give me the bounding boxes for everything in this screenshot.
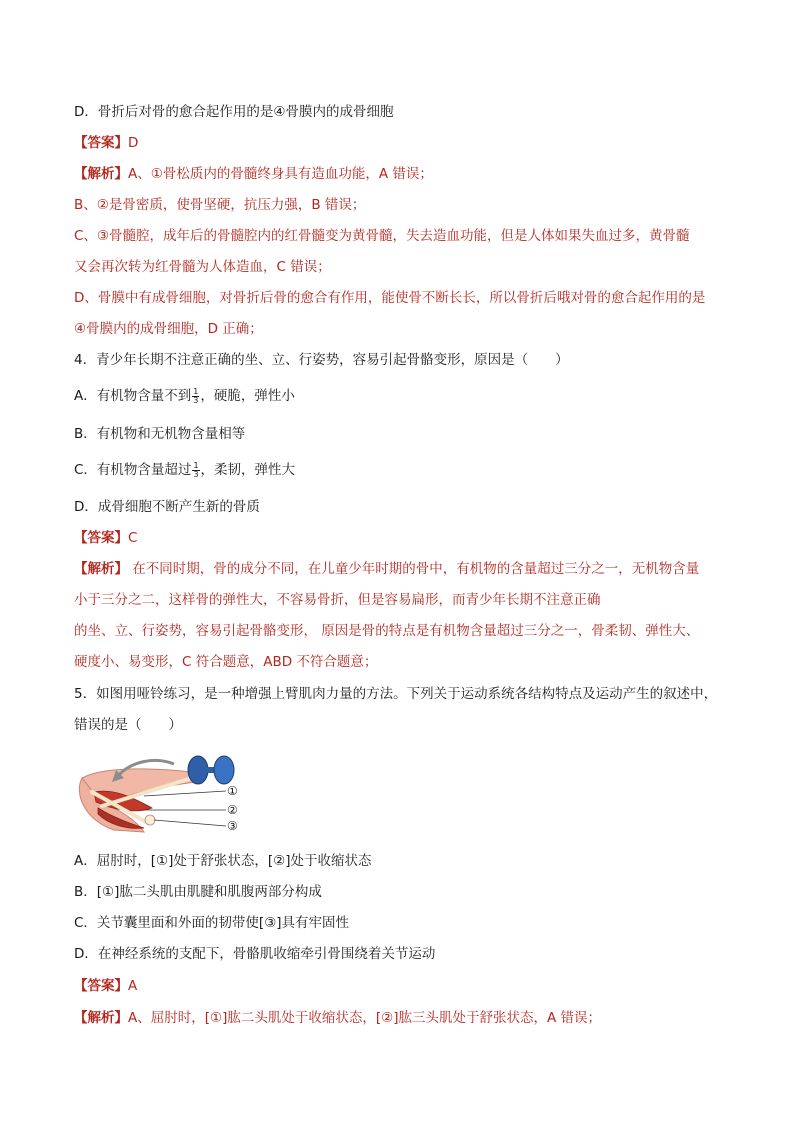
fraction-denominator: 3 [193, 395, 199, 405]
option-c-text: C．有机物含量超过 [74, 462, 192, 478]
question-4: 4．青少年长期不注意正确的坐、立、行姿势，容易引起骨骼变形，原因是（ ） [74, 352, 569, 368]
analysis-q4-1 [74, 559, 734, 579]
option-a-text-end: ，硬脆，弹性小 [200, 388, 295, 404]
analysis-tag: 【解析】 [74, 1010, 128, 1026]
answer-tag: 【答案】 [74, 135, 128, 151]
answer-q3 [74, 133, 734, 153]
answer-q5 [74, 976, 734, 996]
question-5: 5．如图用哑铃练习，是一种增强上臂肌肉力量的方法。下列关于运动系统各结构特点及运动产生的叙述中， [74, 686, 718, 702]
option-a-q5: A．屈肘时，[①]处于舒张状态，[②]处于收缩状态 [74, 853, 372, 869]
analysis-q4-3: 的坐、立、行姿势，容易引起骨骼变形， 原因是骨的特点是有机物含量超过三分之一，骨柔韧、弹性大、 [74, 623, 700, 639]
option-d-q3: D．骨折后对骨的愈合起作用的是④骨膜内的成骨细胞 [74, 104, 394, 120]
question-5-cont: 错误的是（ ） [74, 717, 182, 733]
option-d-q5: D．在神经系统的支配下，骨骼肌收缩牵引骨围绕着关节运动 [74, 946, 436, 962]
leader-line-1 [144, 791, 226, 796]
option-b-q5: B．[①]肱二头肌由肌腱和肌腹两部分构成 [74, 884, 322, 900]
leader-line-3 [154, 820, 226, 826]
arm-illustration [74, 748, 244, 838]
analysis-tag: 【解析】 [74, 561, 128, 577]
analysis-q3-d2: ④骨膜内的成骨细胞，D 正确； [74, 321, 263, 337]
analysis-q4-2: 小于三分之二，这样骨的弹性大，不容易骨折，但是容易扁形，而青少年长期不注意正确 [74, 592, 601, 608]
analysis-text: A、屈肘时，[①]肱二头肌处于收缩状态，[②]肱三头肌处于舒张状态，A 错误； [128, 1010, 602, 1026]
figure-label-3: ③ [227, 819, 238, 833]
analysis-q5-a [74, 1008, 734, 1028]
analysis-q3-c: C、③骨髓腔，成年后的骨髓腔内的红骨髓变为黄骨髓，失去造血功能，但是人体如果失血过多，黄骨髓 [74, 228, 690, 244]
analysis-q3-a [74, 164, 734, 184]
option-c-q5: C．关节囊里面和外面的韧带使[③]具有牢固性 [74, 915, 350, 931]
analysis-q3-d: D、骨膜中有成骨细胞，对骨折后骨的愈合有作用，能使骨不断长长，所以骨折后哦对骨的愈合起作用的是 [74, 290, 706, 306]
answer-value: A [128, 978, 138, 994]
analysis-q4-4: 硬度小、易变形，C 符合题意，ABD 不符合题意； [74, 654, 378, 670]
option-c-q4 [74, 460, 734, 480]
answer-tag: 【答案】 [74, 530, 128, 546]
analysis-text: 在不同时期，骨的成分不同，在儿童少年时期的骨中，有机物的含量超过三分之一，无机物含量 [128, 561, 700, 577]
analysis-q3-b: B、②是骨密质，使骨坚硬，抗压力强，B 错误； [74, 197, 366, 213]
answer-value: C [128, 530, 138, 546]
elbow-joint [145, 815, 155, 825]
analysis-text: A、①骨松质内的骨髓终身具有造血功能，A 错误； [128, 166, 433, 182]
option-b-q4: B．有机物和无机物含量相等 [74, 426, 246, 442]
answer-tag: 【答案】 [74, 978, 128, 994]
option-c-text-end: ，柔韧，弹性大 [200, 462, 296, 478]
fraction-denominator: 3 [193, 469, 199, 479]
arm-dumbbell-figure [74, 748, 244, 838]
option-a-text: A．有机物含量不到 [74, 388, 192, 404]
analysis-q3-c2: 又会再次转为红骨髓为人体造血，C 错误； [74, 259, 331, 275]
dumbbell-weight-right [214, 756, 234, 784]
figure-label-1: ① [227, 784, 238, 798]
fraction [192, 388, 199, 405]
option-d-q4: D．成骨细胞不断产生新的骨质 [74, 499, 260, 515]
answer-value: D [128, 135, 139, 151]
fraction-numerator: 1 [193, 386, 199, 396]
fraction-numerator: 1 [193, 460, 199, 470]
fraction [192, 462, 199, 479]
option-a-q4 [74, 386, 734, 406]
figure-label-2: ② [227, 803, 238, 817]
answer-q4 [74, 528, 734, 548]
analysis-tag: 【解析】 [74, 166, 128, 182]
